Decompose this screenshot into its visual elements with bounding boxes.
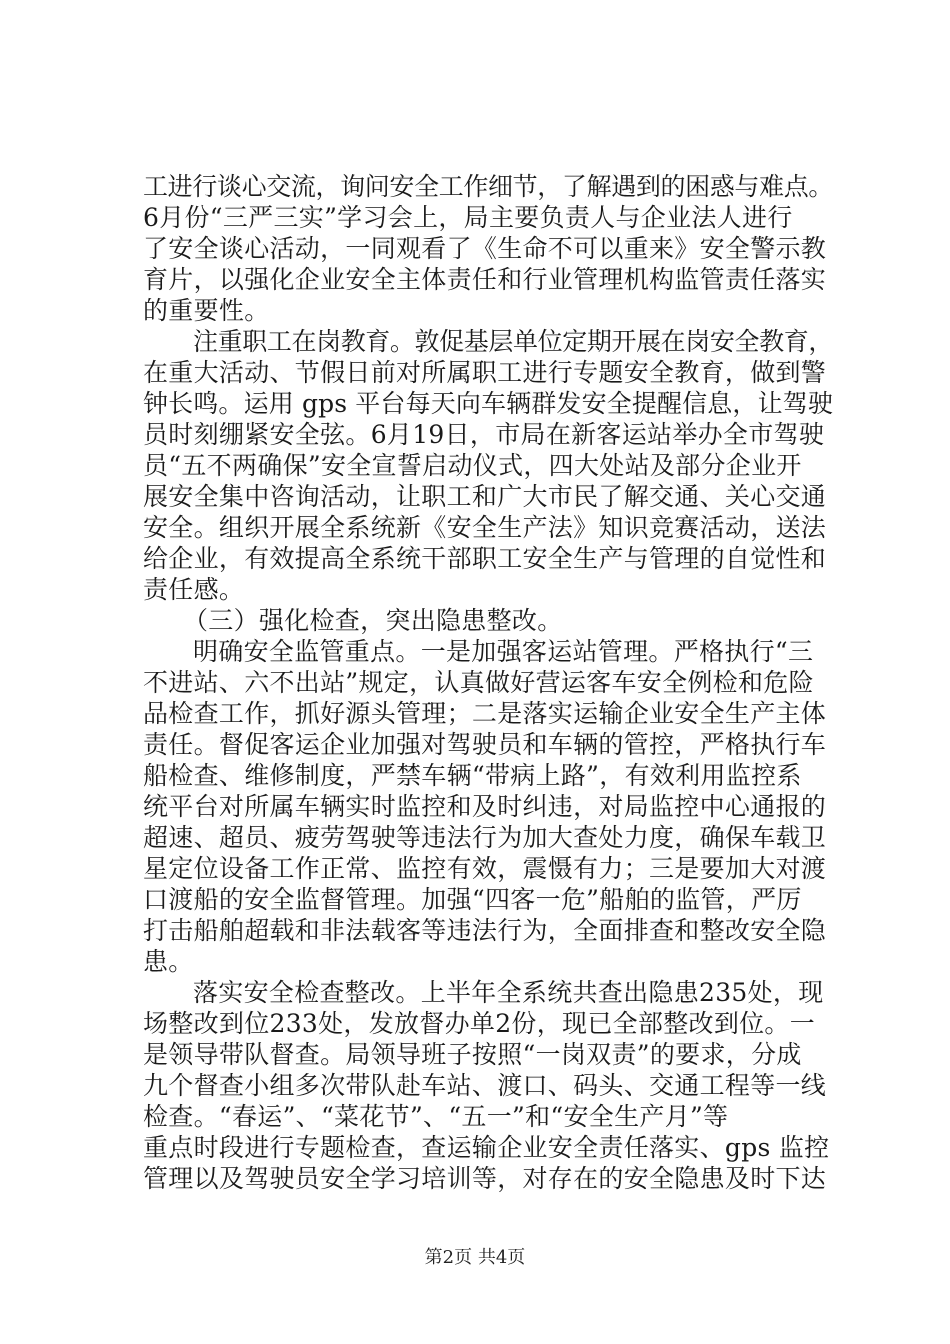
text-line: 钟长鸣。运用 gps 平台每天向车辆群发安全提醒信息，让驾驶	[143, 389, 833, 418]
text-line: 员时刻绷紧安全弦。6月19日，市局在新客运站举办全市驾驶	[143, 420, 825, 449]
text-line: 工进行谈心交流，询问安全工作细节，了解遇到的困惑与难点。	[143, 172, 833, 201]
text-line: 员“五不两确保”安全宣誓启动仪式，四大处站及部分企业开	[143, 451, 802, 480]
text-line: 超速、超员、疲劳驾驶等违法行为加大查处力度，确保车载卫	[143, 823, 827, 852]
text-line: 船检查、维修制度，严禁车辆“带病上路”，有效利用监控系	[143, 761, 802, 790]
text-line: 6月份“三严三实”学习会上，局主要负责人与企业法人进行	[143, 203, 793, 232]
text-line: 统平台对所属车辆实时监控和及时纠违，对局监控中心通报的	[143, 792, 827, 821]
text-line: 患。	[143, 947, 194, 976]
page-footer: 第2页 共4页	[424, 1247, 526, 1268]
text-line: 展安全集中咨询活动，让职工和广大市民了解交通、关心交通	[143, 482, 827, 511]
text-line: 的重要性。	[143, 296, 270, 325]
text-line: 管理以及驾驶员安全学习培训等，对存在的安全隐患及时下达	[143, 1164, 827, 1193]
text-line: 落实安全检查整改。上半年全系统共查出隐患235处，现	[193, 978, 824, 1007]
document-body	[143, 171, 833, 1194]
text-line: 责任。督促客运企业加强对驾驶员和车辆的管控，严格执行车	[143, 730, 827, 759]
text-line: 打击船舶超载和非法载客等违法行为，全面排查和整改安全隐	[143, 916, 827, 945]
text-line: 注重职工在岗教育。敦促基层单位定期开展在岗安全教育，	[193, 327, 833, 356]
text-line: 给企业，有效提高全系统干部职工安全生产与管理的自觉性和	[143, 544, 827, 573]
text-line: 星定位设备工作正常、监控有效，震慑有力；三是要加大对渡	[143, 854, 827, 883]
section-heading: （三）强化检查，突出隐患整改。	[183, 606, 563, 635]
text-line: 重点时段进行专题检查，查运输企业安全责任落实、gps 监控	[143, 1133, 830, 1162]
text-line: 检查。“春运”、“菜花节”、“五一”和“安全生产月”等	[143, 1102, 729, 1131]
text-line: 安全。组织开展全系统新《安全生产法》知识竞赛活动，送法	[143, 513, 827, 542]
text-line: 责任感。	[143, 575, 245, 604]
text-line: 不进站、六不出站”规定，认真做好营运客车安全例检和危险	[143, 668, 814, 697]
text-line: 场整改到位233处，发放督办单2份，现已全部整改到位。一	[143, 1009, 816, 1038]
text-line: 品检查工作，抓好源头管理；二是落实运输企业安全生产主体	[143, 699, 827, 728]
text-line: 是领导带队督查。局领导班子按照“一岗双责”的要求，分成	[143, 1040, 802, 1069]
text-line: 明确安全监管重点。一是加强客运站管理。严格执行“三	[193, 637, 814, 666]
text-line: 九个督查小组多次带队赴车站、渡口、码头、交通工程等一线	[143, 1071, 827, 1100]
text-line: 在重大活动、节假日前对所属职工进行专题安全教育，做到警	[143, 358, 827, 387]
text-line: 育片，以强化企业安全主体责任和行业管理机构监管责任落实	[143, 265, 827, 294]
text-line: 了安全谈心活动，一同观看了《生命不可以重来》安全警示教	[143, 234, 827, 263]
text-line: 口渡船的安全监督管理。加强“四客一危”船舶的监管，严厉	[143, 885, 802, 914]
